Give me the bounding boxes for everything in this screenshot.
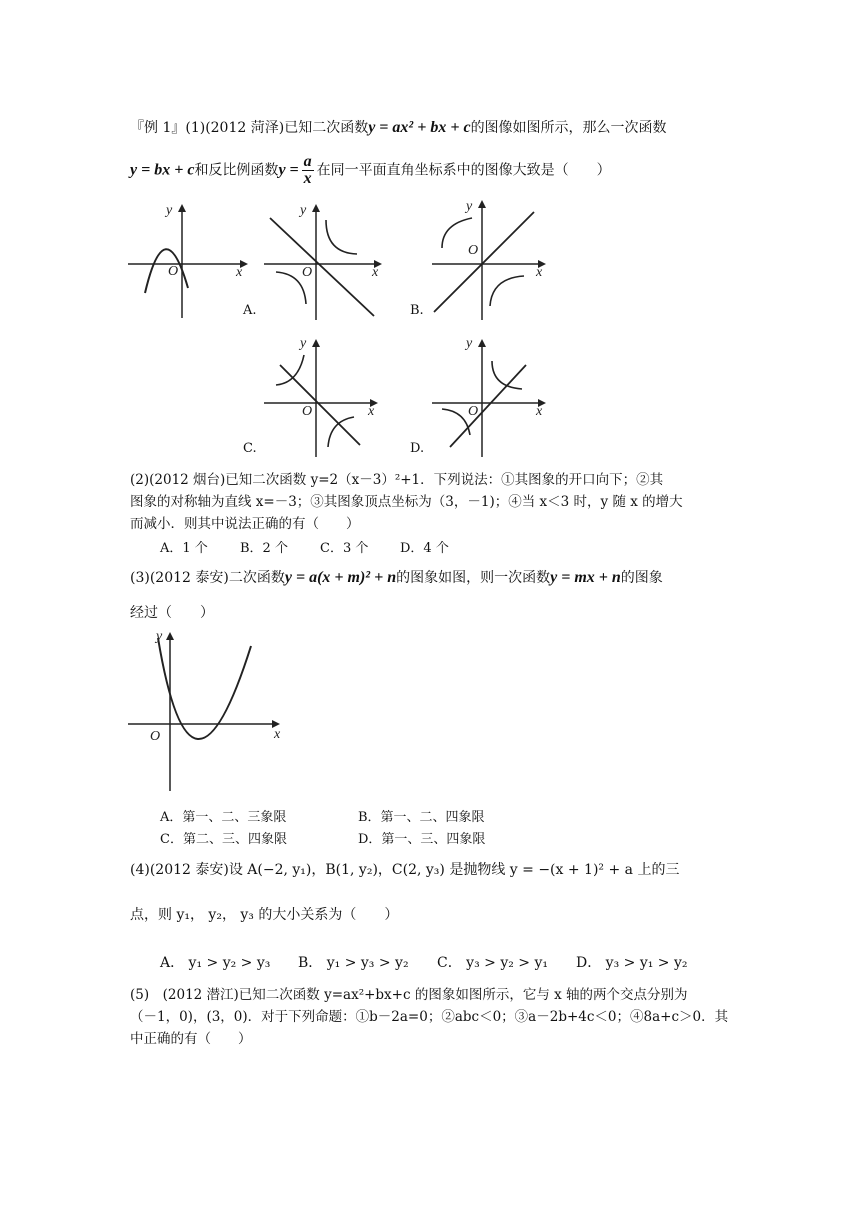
q3-quad-func: y = a(x + m)² + n	[284, 569, 397, 586]
q2-line3: 而减小．则其中说法正确的有（ ）	[130, 516, 360, 532]
q1-line1-post: 的图像如图所示，那么一次函数	[470, 120, 667, 136]
y-arrow-icon	[166, 632, 174, 640]
q3-choice-a[interactable]: A．第一、二、三象限	[160, 810, 287, 825]
q2-choice-d[interactable]: D．4 个	[400, 541, 449, 556]
y-label: y	[466, 336, 473, 351]
hyperbola-branch-2	[276, 355, 304, 385]
x-label: x	[274, 727, 281, 742]
q4-choice-b[interactable]: B． y₁ > y₃ > y₂	[298, 955, 409, 971]
linear-line	[280, 365, 360, 445]
q3-choice-b[interactable]: B．第一、二、四象限	[358, 810, 485, 825]
q1-parabola-figure	[128, 198, 253, 323]
option-a-graph	[262, 198, 387, 323]
y-arrow-icon	[312, 204, 320, 212]
q4-choice-d[interactable]: D． y₃ > y₁ > y₂	[576, 955, 688, 971]
q2-choice-a[interactable]: A．1 个	[160, 541, 208, 556]
q3-choice-c[interactable]: C．第二、三、四象限	[160, 832, 287, 847]
q3-line1-pre: (3)(2012 泰安)二次函数	[130, 570, 285, 586]
q1-recip-frac	[302, 154, 314, 187]
y-arrow-icon	[478, 339, 486, 347]
y-label: y	[466, 199, 473, 214]
q1-line2	[130, 154, 611, 187]
linear-line	[270, 218, 374, 316]
q3-choice-d[interactable]: D．第一、三、四象限	[358, 832, 486, 847]
q2-choice-b[interactable]: B．2 个	[240, 541, 288, 556]
y-label: y	[166, 203, 173, 218]
q3-line2: 经过（ ）	[130, 605, 214, 621]
hyperbola-branch-4	[328, 417, 354, 447]
q3-line1	[130, 568, 663, 588]
origin-label: O	[302, 265, 313, 280]
x-label: x	[372, 265, 379, 280]
q3-parabola-figure	[128, 626, 293, 796]
q5-line1: (5) (2012 潜江)已知二次函数 y=ax²+bx+c 的图象如图所示，它与 x 轴的两个交点分别为	[130, 987, 688, 1003]
y-label: y	[156, 629, 163, 644]
y-arrow-icon	[312, 339, 320, 347]
option-c-graph	[262, 335, 387, 460]
q3-line1-post: 的图象	[620, 570, 663, 586]
q5-line3: 中正确的有（ ）	[130, 1031, 252, 1047]
x-label: x	[536, 404, 543, 419]
hyperbola-branch-1	[326, 220, 357, 254]
q4-choice-c[interactable]: C． y₃ > y₂ > y₁	[437, 955, 548, 971]
q1-linear-func: y = bx + c	[130, 161, 195, 179]
q2-line2: 图象的对称轴为直线 x=－3；③其图象顶点坐标为（3，－1)；④当 x＜3 时，y 随 x 的增大	[130, 494, 683, 510]
option-b-graph	[430, 198, 555, 323]
x-label: x	[536, 265, 543, 280]
q4-line2: 点，则 y₁， y₂， y₃ 的大小关系为（ ）	[130, 907, 399, 923]
origin-label: O	[468, 404, 479, 419]
linear-line	[434, 212, 534, 312]
q2-line1: (2)(2012 烟台)已知二次函数 y=2（x－3）²+1．下列说法：①其图象的开口向下；②其	[130, 472, 664, 488]
option-c-label[interactable]: C.	[243, 441, 257, 456]
q1-line1-pre: 『例 1』(1)(2012 菏泽)已知二次函数	[130, 120, 369, 136]
option-d-graph	[430, 335, 555, 460]
q1-line2-post: 在同一平面直角坐标系中的图像大致是（ ）	[316, 162, 611, 179]
q3-linear-func: y = mx + n	[550, 569, 621, 586]
origin-label: O	[150, 729, 161, 744]
hyperbola-branch-4	[490, 276, 524, 306]
y-arrow-icon	[478, 200, 486, 208]
q1-recip-den: x	[303, 170, 312, 187]
q2-choice-c[interactable]: C．3 个	[320, 541, 369, 556]
origin-label: O	[168, 264, 179, 279]
x-label: x	[236, 265, 243, 280]
option-b-label[interactable]: B.	[410, 303, 424, 318]
q1-line2-mid: 和反比例函数	[194, 162, 279, 179]
q4-choice-a[interactable]: A． y₁ > y₂ > y₃	[160, 955, 271, 971]
origin-label: O	[468, 243, 479, 258]
q1-quad-func: y = ax² + bx + c	[368, 119, 471, 136]
y-label: y	[300, 203, 307, 218]
x-label: x	[368, 404, 375, 419]
q1-recip-y: y =	[278, 161, 299, 179]
q1-recip-num: a	[303, 153, 312, 170]
q1-line1	[130, 118, 667, 138]
y-label: y	[300, 336, 307, 351]
q3-line1-mid: 的图象如图，则一次函数	[396, 570, 551, 586]
origin-label: O	[302, 404, 313, 419]
linear-line	[450, 365, 526, 447]
option-a-label[interactable]: A.	[243, 303, 257, 318]
q5-line2: （－1，0)，(3，0)．对于下列命题：①b－2a=0；②abc＜0；③a－2b+4c＜0；④8a+c＞0．其	[130, 1009, 729, 1025]
q4-line1: (4)(2012 泰安)设 A(−2, y₁)，B(1, y₂)，C(2, y₃) 是抛物线 y = −(x + 1)² + a 上的三	[130, 862, 680, 878]
option-d-label[interactable]: D.	[410, 441, 425, 456]
y-arrow-icon	[178, 204, 186, 212]
